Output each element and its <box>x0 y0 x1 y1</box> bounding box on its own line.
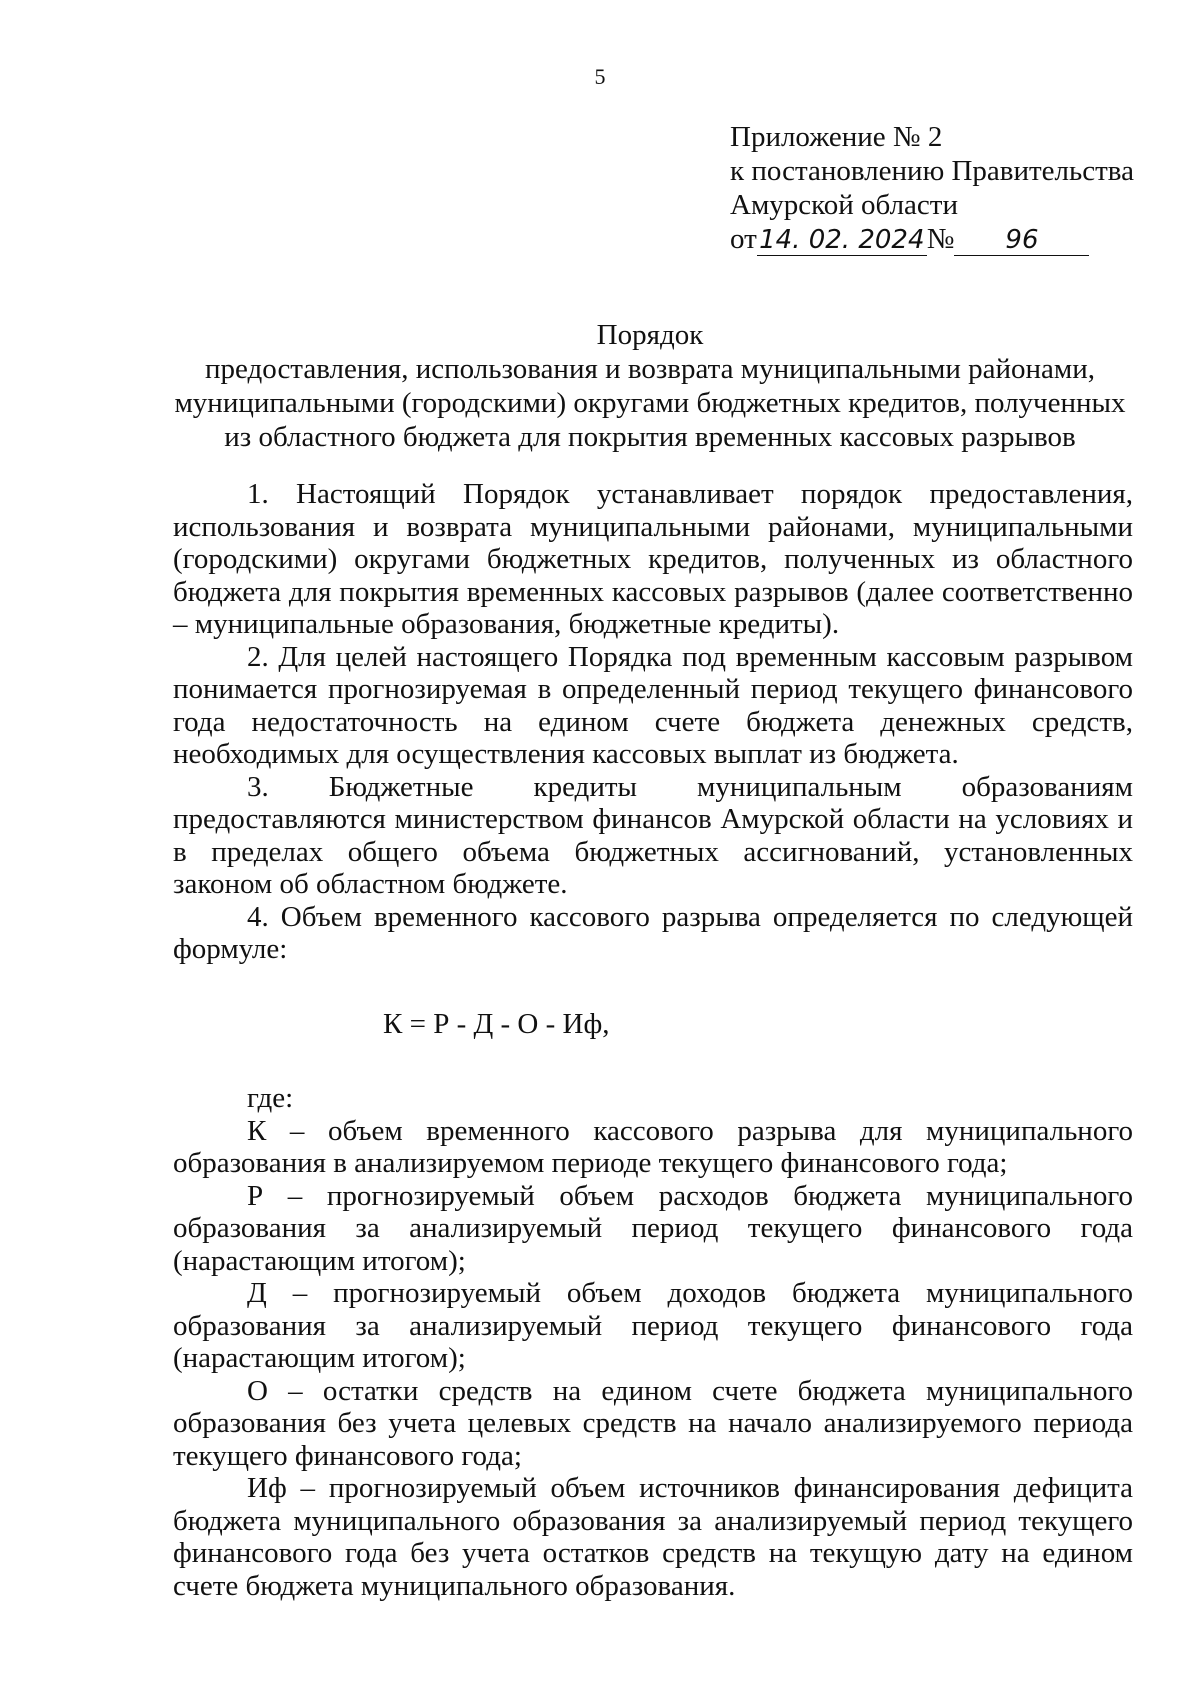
number-prefix: № <box>926 223 955 255</box>
appendix-block <box>730 120 1170 256</box>
title-line-1: предоставления, использования и возврата муниципальными районами, <box>204 353 1096 385</box>
appendix-region: Амурской области <box>730 189 958 221</box>
appendix-title: Приложение № 2 <box>730 121 943 153</box>
handwritten-date: 14. 02. 2024 <box>757 225 927 256</box>
appendix-date-line <box>730 222 1170 256</box>
where-label: где: <box>247 1082 294 1114</box>
definition-d: Д – прогнозируемый объем доходов бюджета муниципального образования за анализируемый период текущего финансового года (нарастающим итогом); <box>173 1277 1133 1374</box>
date-prefix: от <box>730 223 757 255</box>
paragraph-4: 4. Объем временного кассового разрыва определяется по следующей формуле: <box>173 900 1133 965</box>
title-heading: Порядок <box>596 319 704 351</box>
handwritten-number: 96 <box>954 225 1089 256</box>
formula: К = Р - Д - О - Иф, <box>383 1007 610 1040</box>
definition-o: О – остатки средств на едином счете бюджета муниципального образования без учета целевых средств на начало анализируемого периода текущего финансового года; <box>173 1374 1133 1472</box>
definition-r: Р – прогнозируемый объем расходов бюджета муниципального образования за анализируемый период текущего финансового года (нарастающим итогом); <box>173 1179 1133 1277</box>
paragraph-3: 3. Бюджетные кредиты муниципальным образованиям предоставляются министерством финансов Амурской области на условиях и в пределах общего объема бюджетных ассигнований, установленных законом об областном бюджете. <box>173 770 1133 900</box>
document-body <box>173 478 1133 1602</box>
document-title <box>170 318 1130 454</box>
definition-k: К – объем временного кассового разрыва для муниципального образования в анализируемом периоде текущего финансового года; <box>173 1114 1133 1179</box>
paragraph-2: 2. Для целей настоящего Порядка под временным кассовым разрывом понимается прогнозируемая в определенный период текущего финансового года недостаточность на едином счете бюджета денежных средств, необходимых для осуществления кассовых выплат из бюджета. <box>173 640 1133 770</box>
title-line-2: муниципальными (городскими) округами бюджетных кредитов, полученных <box>174 387 1126 419</box>
page-number: 5 <box>594 64 606 89</box>
definition-if: Иф – прогнозируемый объем источников финансирования дефицита бюджета муниципального образования за анализируемый период текущего финансового года без учета остатков средств на текущую дату на едином счете бюджета муниципального образования. <box>173 1472 1133 1602</box>
paragraph-1: 1. Настоящий Порядок устанавливает порядок предоставления, использования и возврата муниципальными районами, муниципальными (городскими) округами бюджетных кредитов, полученных из областного бюджета для покрытия временных кассовых разрывов (далее соответственно – муниципальные образования, бюджетные кредиты). <box>173 478 1133 640</box>
title-line-3: из областного бюджета для покрытия временных кассовых разрывов <box>224 421 1076 453</box>
appendix-resolution-ref: к постановлению Правительства <box>730 155 1134 187</box>
